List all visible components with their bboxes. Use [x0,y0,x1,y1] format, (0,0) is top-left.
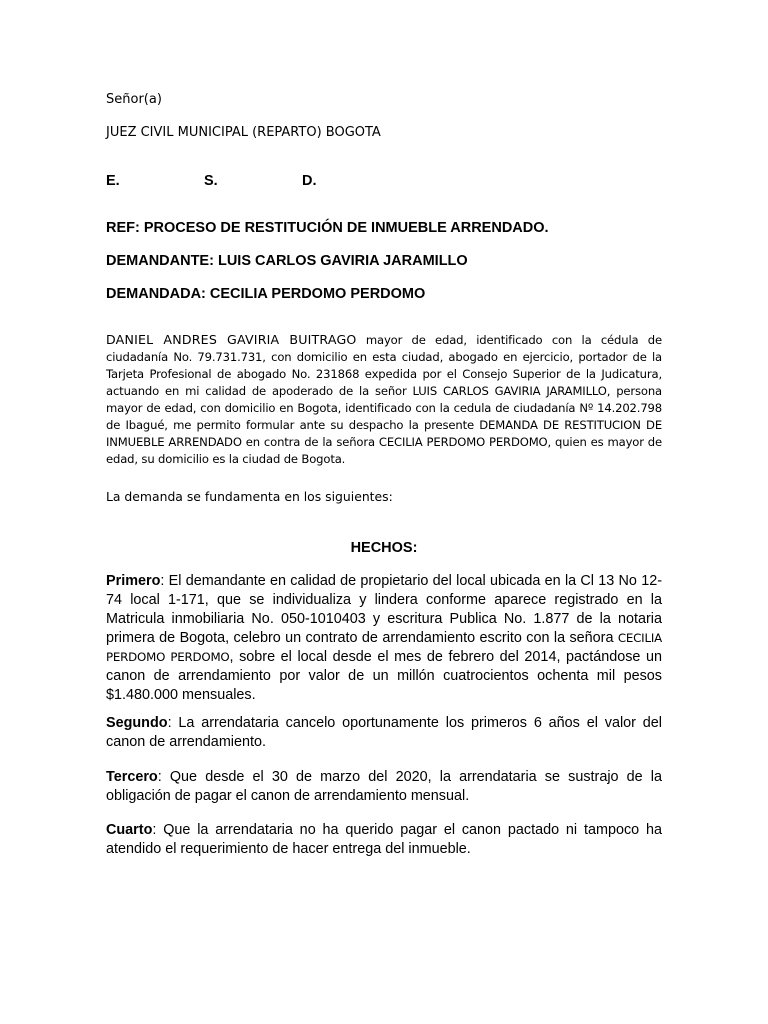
attorney-name: DANIEL ANDRES GAVIRIA BUITRAGO [106,332,357,347]
hechos-heading: HECHOS: [350,540,418,556]
hecho-text: : El demandante en calidad de propietario del local ubicada en la Cl 13 No 12-74 local 1-171, que se individualiza y lindera conforme aparece registrado en la Matricula inmobiliaria No. 050-1010403 y escritura Publica No. 1.877 de la notaria primera de Bogota, celebro un contrato de arrendamiento escrito con la señora [106,573,662,646]
reference-title: REF: PROCESO DE RESTITUCIÓN DE INMUEBLE ARRENDADO. [106,220,549,236]
esd-d: D. [302,173,317,189]
hecho-label: Tercero [106,769,158,785]
hecho-label: Segundo [106,715,168,731]
hecho-text: : La arrendataria cancelo oportunamente los primeros 6 años el valor del canon de arrendamiento. [106,715,662,750]
esd-line [106,173,406,193]
hecho-label: Cuarto [106,822,153,838]
hecho-cuarto [106,821,662,859]
demandada-line: DEMANDADA: CECILIA PERDOMO PERDOMO [106,286,426,302]
intro-paragraph [106,331,662,468]
esd-e: E. [106,173,120,189]
hecho-text: : Que desde el 30 de marzo del 2020, la arrendataria se sustrajo de la obligación de pagar el canon de arrendamiento mensual. [106,769,662,804]
hecho-segundo [106,714,662,752]
hecho-label: Primero [106,573,161,589]
hecho-tercero [106,768,662,806]
hecho-text: , sobre el local desde el mes de febrero del 2014, pactándose un canon de arrendamiento por valor de un millón cuatrocientos ochenta mil pesos $1.480.000 mensuales. [106,649,663,703]
esd-s: S. [204,173,218,189]
addressee: JUEZ CIVIL MUNICIPAL (REPARTO) BOGOTA [106,125,381,140]
hecho-party-name: CECILIA PERDOMO PERDOMO [106,631,662,664]
demandante-line: DEMANDANTE: LUIS CARLOS GAVIRIA JARAMILLO [106,253,468,269]
hecho-primero [106,572,662,705]
fundamento-line: La demanda se fundamenta en los siguientes: [106,489,393,504]
intro-body: mayor de edad, identificado con la cédula de ciudadanía No. 79.731.731, con domicilio en esta ciudad, abogado en ejercicio, portador de la Tarjeta Profesional de abogado No. 231868 expedida por el Consejo Superior de la Judicatura, actuando en mi calidad de apoderado de la señor LUIS CARLOS GAVIRIA JARAMILLO, persona mayor de edad, con domicilio en Bogota, identificado con la cedula de ciudadanía Nº 14.202.798 de Ibagué, me permito formular ante su despacho la presente DEMANDA DE RESTITUCION DE INMUEBLE ARRENDADO en contra de la señora CECILIA PERDOMO PERDOMO, quien es mayor de edad, su domicilio es la ciudad de Bogota. [106,333,662,466]
hecho-text: : Que la arrendataria no ha querido pagar el canon pactado ni tampoco ha atendido el requerimiento de hacer entrega del inmueble. [106,822,662,857]
salutation: Señor(a) [106,92,162,107]
